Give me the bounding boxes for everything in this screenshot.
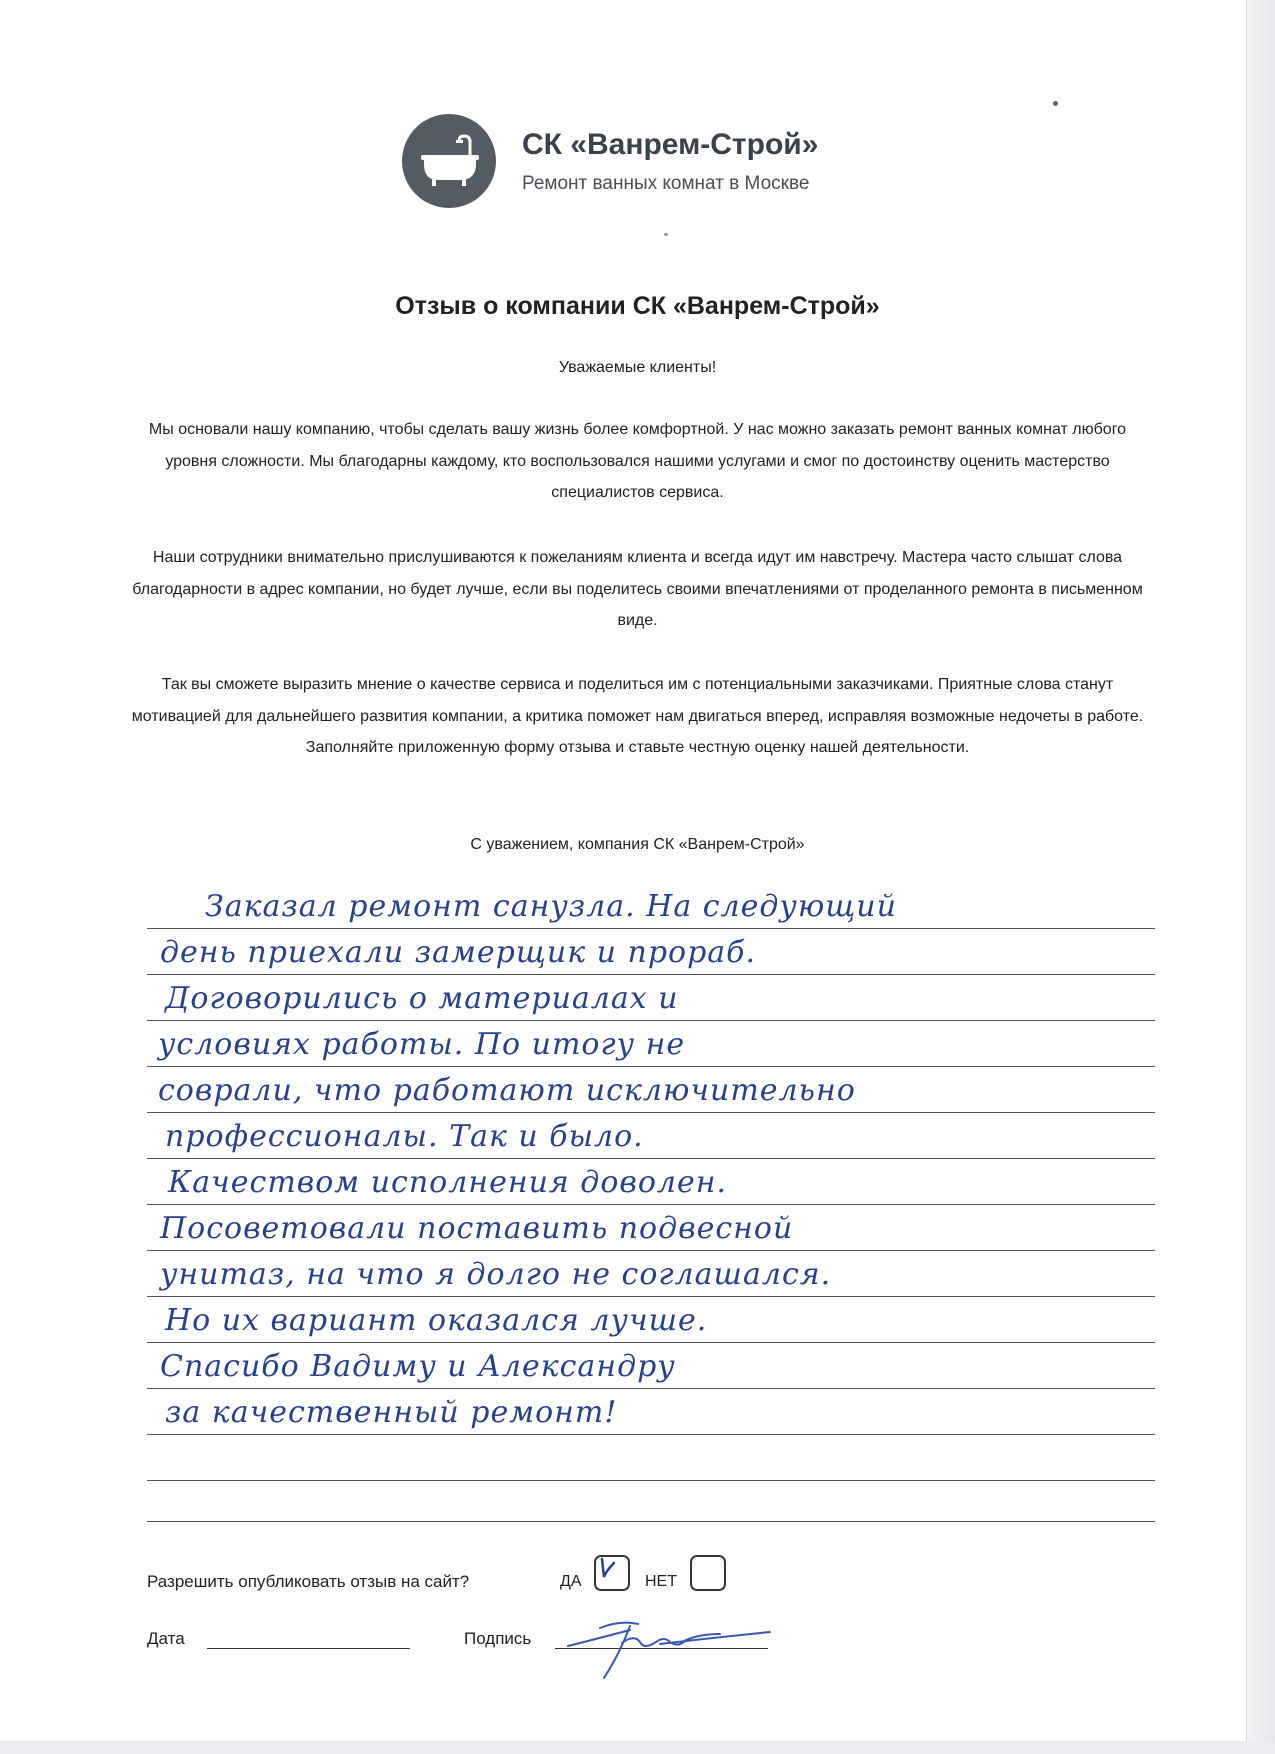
handwritten-line: профессионалы. Так и было. [165, 1119, 644, 1154]
bathtub-icon [402, 114, 496, 208]
handwritten-line: условиях работы. По итогу не [158, 1027, 686, 1062]
publish-question: Разрешить опубликовать отзыв на сайт? [147, 1572, 470, 1591]
date-field-line[interactable] [207, 1648, 410, 1649]
writing-rule [147, 928, 1155, 929]
scan-page-edge [1246, 0, 1275, 1754]
handwritten-line: день приехали замерщик и прораб. [160, 935, 757, 970]
greeting: Уважаемые клиенты! [558, 359, 717, 376]
intro-paragraph: Наши сотрудники внимательно прислушиваются к пожеланиям клиента и всегда идут им навстречу. Мастера часто слышат слова благодарности в адрес компании, но будет лучше, если вы поделитесь своими впечатлениями от проделанного ремонта в письменном виде. [132, 549, 1143, 629]
handwritten-line: Посоветовали поставить подвесной [160, 1211, 794, 1246]
company-tagline: Ремонт ванных комнат в Москве [522, 173, 810, 194]
handwritten-line: Качеством исполнения доволен. [168, 1165, 728, 1200]
handwritten-line: за качественный ремонт! [165, 1395, 618, 1430]
intro-paragraph: Мы основали нашу компанию, чтобы сделать вашу жизнь более комфортной. У нас можно заказать ремонт ванных комнат любого уровня сложности. Мы благодарны каждому, кто воспользовался нашими услугами и смог по достоинству оценить мастерство специалистов сервиса. [148, 421, 1127, 501]
handwritten-line: соврали, что работают исключительно [158, 1073, 856, 1108]
handwritten-line: Но их вариант оказался лучше. [165, 1303, 708, 1338]
writing-rule [147, 1434, 1155, 1435]
writing-rule [147, 1020, 1155, 1021]
writing-rule [147, 1521, 1155, 1522]
writing-rule [147, 1296, 1155, 1297]
no-label: НЕТ [645, 1573, 677, 1590]
writing-rule [147, 1066, 1155, 1067]
company-name: СК «Ванрем-Строй» [522, 128, 819, 161]
writing-rule [147, 974, 1155, 975]
writing-rule [147, 1158, 1155, 1159]
handwritten-tick-icon [592, 1543, 632, 1593]
handwritten-line: Заказал ремонт санузла. На следующий [205, 889, 897, 924]
writing-rule [147, 1388, 1155, 1389]
writing-rule [147, 1342, 1155, 1343]
writing-rule [147, 1112, 1155, 1113]
writing-rule [147, 1250, 1155, 1251]
handwritten-signature [560, 1598, 780, 1688]
scan-bottom-edge [0, 1741, 1275, 1754]
signature-label: Подпись [464, 1629, 532, 1648]
scan-speck [664, 233, 668, 236]
handwritten-line: Договорились о материалах и [165, 981, 679, 1016]
date-label: Дата [147, 1629, 185, 1648]
scan-speck [1053, 101, 1058, 106]
publish-no-checkbox[interactable] [690, 1555, 726, 1591]
signoff: С уважением, компания СК «Ванрем-Строй» [470, 836, 805, 853]
company-logo [402, 114, 496, 208]
document-title: Отзыв о компании СК «Ванрем-Строй» [395, 292, 880, 320]
intro-paragraph: Так вы сможете выразить мнение о качестве сервиса и поделиться им с потенциальными заказчиками. Приятные слова станут мотивацией для дальнейшего развития компании, а критика поможет нам двигаться вперед, исправляя возможные недочеты в работе. Заполняйте приложенную форму отзыва и ставьте честную оценку нашей деятельности. [131, 676, 1144, 756]
yes-label: ДА [560, 1573, 582, 1590]
handwritten-line: Спасибо Вадиму и Александру [160, 1349, 676, 1384]
writing-rule [147, 1204, 1155, 1205]
writing-rule [147, 1480, 1155, 1481]
handwritten-line: унитаз, на что я долго не соглашался. [160, 1257, 832, 1292]
publish-yes-checkbox[interactable] [594, 1555, 630, 1591]
